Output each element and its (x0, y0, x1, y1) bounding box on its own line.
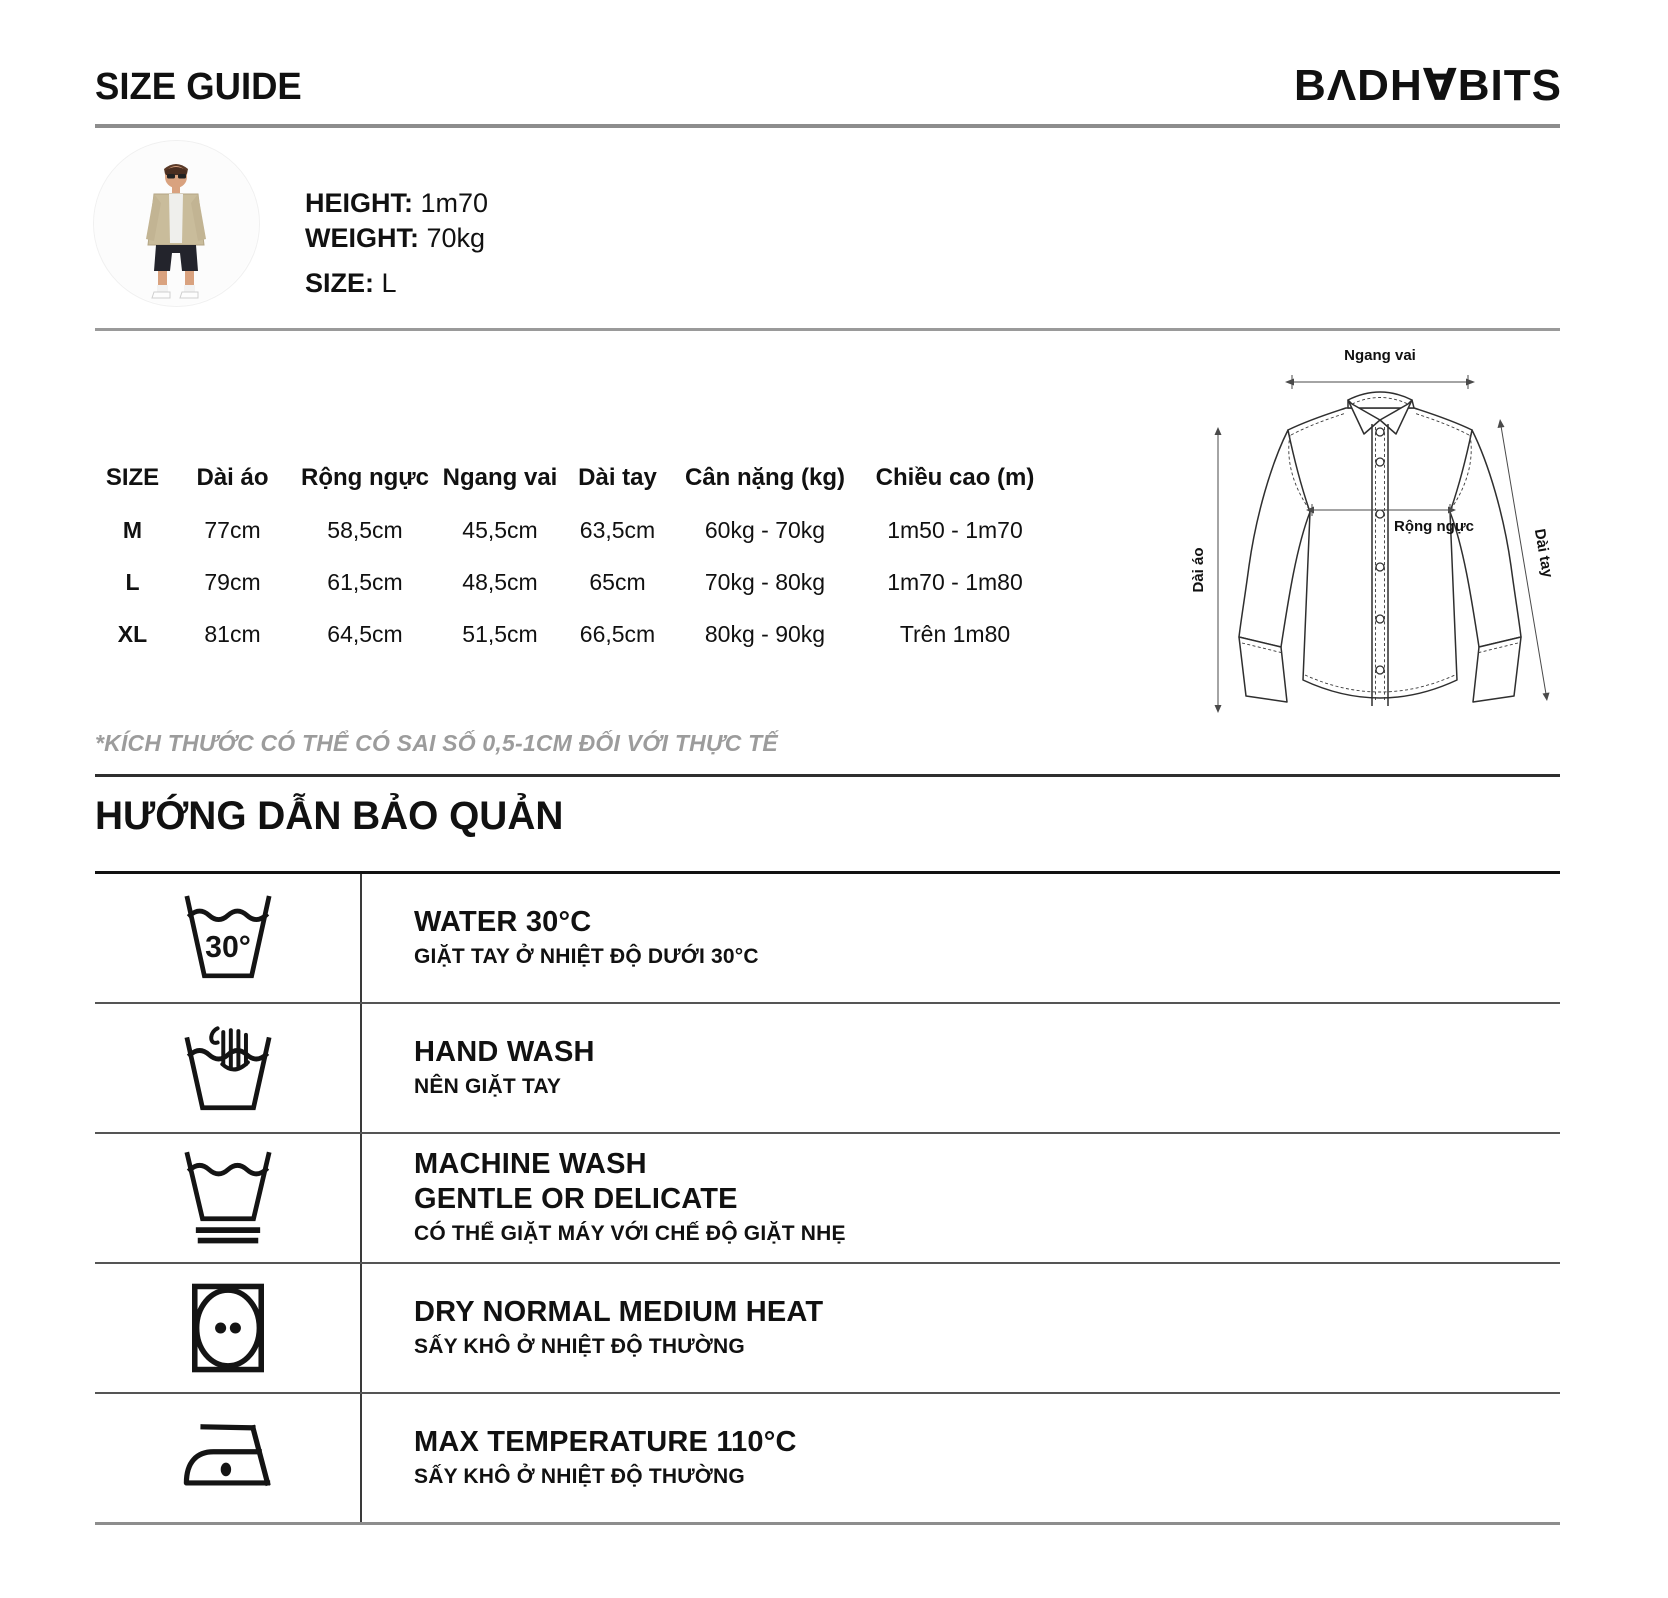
care-subtitle: NÊN GIẶT TAY (414, 1074, 562, 1098)
care-row-hand-wash (95, 1004, 1560, 1134)
table-cell: 48,5cm (462, 568, 538, 595)
table-cell: 70kg - 80kg (704, 568, 826, 595)
care-heading: HƯỚNG DẪN BẢO QUẢN (95, 794, 564, 838)
care-title: MAX TEMPERATURE 110°C (414, 1425, 797, 1458)
hand-wash-icon (95, 1004, 362, 1132)
size-table-header: Dài tay (578, 464, 657, 491)
table-cell: 1m70 - 1m80 (887, 568, 1023, 595)
shirt-length-label: Dài áo (1190, 547, 1207, 593)
shirt-measurement-diagram (1106, 334, 1564, 716)
machine-wash-gentle-icon (95, 1134, 362, 1262)
care-subtitle: GIẶT TAY Ở NHIỆT ĐỘ DƯỚI 30°C (414, 944, 759, 968)
care-text: MACHINE WASH GENTLE OR DELICATE CÓ THỂ GIẶT MÁY VỚI CHẾ ĐỘ GIẶT NHẸ (362, 1134, 1560, 1262)
care-subtitle: SẤY KHÔ Ở NHIỆT ĐỘ THƯỜNG (414, 1464, 745, 1488)
care-text (362, 874, 1560, 1002)
size-table-header: Chiều cao (m) (875, 464, 1035, 491)
care-table (95, 871, 1560, 1525)
page-title: SIZE GUIDE (95, 66, 302, 108)
chest-width-label: Rộng ngực (1394, 518, 1475, 535)
size-row-xl: XL (117, 620, 148, 647)
table-cell: 81cm (204, 620, 261, 647)
care-row-machine-wash (95, 1134, 1560, 1264)
model-figure-illustration (94, 141, 259, 306)
size-table-header: Rộng ngực (300, 464, 430, 491)
table-cell: 1m50 - 1m70 (887, 516, 1023, 543)
care-title: WATER 30°C (414, 905, 592, 938)
section-divider (95, 774, 1560, 777)
header-divider (95, 124, 1560, 128)
care-title: DRY NORMAL MEDIUM HEAT (414, 1295, 824, 1328)
table-cell: 64,5cm (327, 620, 403, 647)
size-table (95, 452, 1050, 660)
model-size: SIZE: L (305, 268, 397, 298)
table-cell: 45,5cm (462, 516, 538, 543)
table-cell: 61,5cm (327, 568, 403, 595)
sleeve-length-label: Dài tay (1530, 527, 1557, 579)
size-table-header: Dài áo (196, 464, 269, 491)
care-subtitle: SẤY KHÔ Ở NHIỆT ĐỘ THƯỜNG (414, 1334, 745, 1358)
model-section-divider (95, 328, 1560, 331)
care-row-water-30 (95, 874, 1560, 1004)
table-cell: 51,5cm (462, 620, 538, 647)
table-cell: Trên 1m80 (899, 620, 1011, 647)
size-row-l: L (125, 568, 140, 595)
svg-text:30°: 30° (204, 930, 251, 964)
table-cell: 65cm (589, 568, 646, 595)
size-table-header: Ngang vai (442, 464, 558, 491)
care-row-tumble-dry (95, 1264, 1560, 1394)
care-text (362, 1394, 1560, 1522)
care-subtitle: CÓ THỂ GIẶT MÁY VỚI CHẾ ĐỘ GIẶT NHẸ (414, 1222, 846, 1245)
table-cell: 60kg - 70kg (704, 516, 826, 543)
iron-110-icon (95, 1394, 362, 1522)
table-cell: 58,5cm (327, 516, 403, 543)
tumble-dry-medium-icon (95, 1264, 362, 1392)
brand-logo: BΛDH∀BITS (1294, 61, 1562, 110)
table-cell: 77cm (204, 516, 261, 543)
table-cell: 66,5cm (579, 620, 656, 647)
table-cell: 80kg - 90kg (704, 620, 826, 647)
care-text (362, 1264, 1560, 1392)
care-title: MACHINE WASH (414, 1148, 647, 1180)
table-cell: 63,5cm (579, 516, 656, 543)
care-row-iron (95, 1394, 1560, 1525)
care-title: HAND WASH (414, 1035, 595, 1068)
size-table-header: SIZE (105, 464, 160, 491)
shoulder-width-label: Ngang vai (1344, 347, 1416, 364)
table-cell: 79cm (204, 568, 261, 595)
model-height: HEIGHT: 1m70 (305, 188, 489, 218)
model-weight: WEIGHT: 70kg (305, 223, 486, 253)
size-row-m: M (122, 516, 143, 543)
size-table-header: Cân nặng (kg) (685, 464, 845, 491)
size-disclaimer: *KÍCH THƯỚC CÓ THỂ CÓ SAI SỐ 0,5-1CM ĐỐI VỚI THỰC TẾ (95, 730, 778, 756)
model-photo (93, 140, 260, 307)
model-info (305, 186, 488, 301)
care-text (362, 1004, 1560, 1132)
wash-30-icon (95, 874, 362, 1002)
